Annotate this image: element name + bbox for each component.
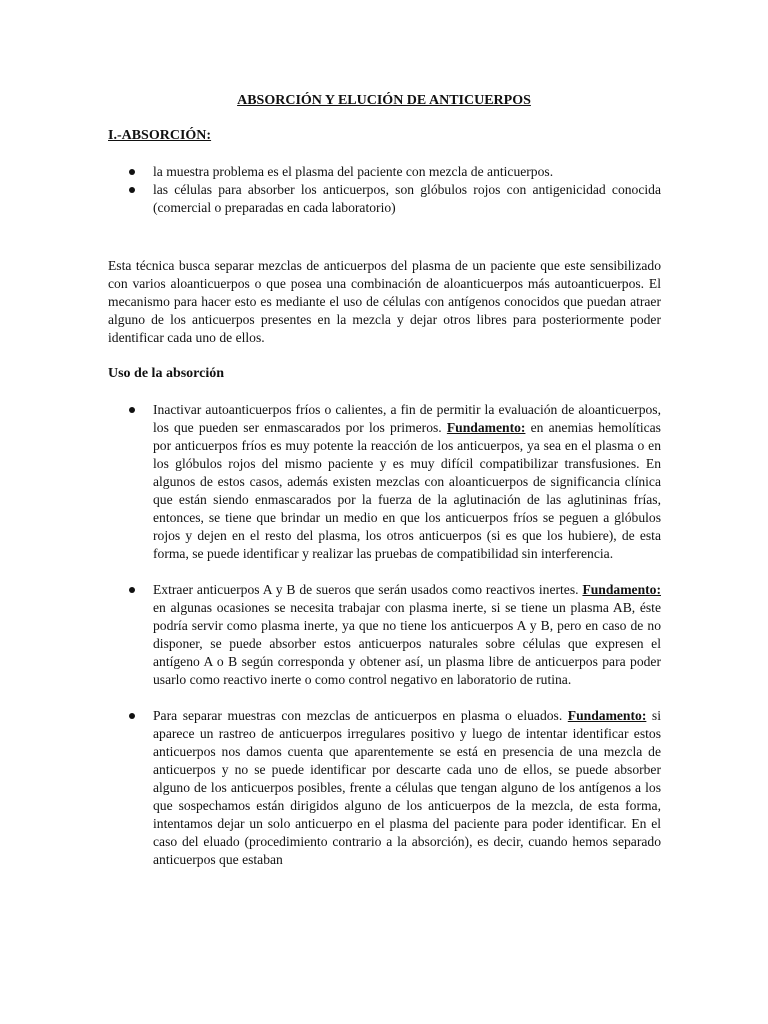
bullet-icon [129, 587, 135, 593]
list-item [108, 401, 661, 563]
uses-list [108, 401, 661, 887]
bullet-icon [129, 187, 135, 193]
use-title: Inactivar autoanticuerpos fríos o calientes, a fin de permitir la evaluación de aloanticuerpos, los que pueden ser enmascarados por los primeros. [153, 402, 661, 435]
document-title: ABSORCIÓN Y ELUCIÓN DE ANTICUERPOS [237, 93, 531, 108]
sample-bullet-list [108, 163, 661, 217]
list-item [108, 581, 661, 689]
list-item [108, 707, 661, 869]
use-title: Para separar muestras con mezclas de anticuerpos en plasma o eluados. [153, 708, 563, 723]
intro-paragraph: Esta técnica busca separar mezclas de anticuerpos del plasma de un paciente que este sensibilizado con varios aloanticuerpos o que posea una combinación de aloanticuerpos más autoanticuerpos. El mecanismo para hacer esto es mediante el uso de células con antígenos conocidos que puedan atraer alguno de los anticuerpos presentes en la mezcla y dejar otros libres para posteriormente poder identificar cada uno de ellos. [108, 258, 661, 345]
bullet-icon [129, 407, 135, 413]
fundamento-label: Fundamento: [582, 582, 661, 597]
fundamento-label: Fundamento: [567, 708, 647, 723]
fundamento-label: Fundamento: [446, 420, 526, 435]
bullet-text: la muestra problema es el plasma del paciente con mezcla de anticuerpos. [153, 164, 554, 179]
uses-heading: Uso de la absorción [108, 366, 225, 381]
bullet-text: las células para absorber los anticuerpos, son glóbulos rojos con antigenicidad conocida (comercial o preparadas en cada laboratorio) [153, 182, 661, 215]
use-title: Extraer anticuerpos A y B de sueros que serán usados como reactivos inertes. [153, 582, 579, 597]
use-fundamento: en anemias hemolíticas por anticuerpos fríos es muy potente la reacción de los anticuerpos, ya sea en el plasma o en los glóbulos rojos del mismo paciente y es muy difícil compatibilizar transfusiones. En algunos de estos casos, además existen mezclas con aloanticuerpos de significancia clínica que están siendo enmascarados por la fuerza de la aglutinación de las aglutininas frías, entonces, se tiene que brindar un medio en que los anticuerpos fríos se peguen a glóbulos rojos y dejen en el resto del plasma, los otros anticuerpos (si es que los hubiere), de esta forma, se puede identificar y realizar las pruebas de compatibilidad sin interferencia. [153, 420, 661, 561]
list-item [108, 163, 661, 181]
bullet-icon [129, 169, 135, 175]
use-fundamento: si aparece un rastreo de anticuerpos irregulares positivo y luego de intentar identificar estos anticuerpos nos damos cuenta que aparentemente se está en presencia de una mezcla de anticuerpos y no se puede identificar por descarte cada uno de ellos, se puede absorber alguno de los anticuerpos posibles, frente a células que tengan alguno de los antígenos a los que sospechamos están dirigidos alguno de los anticuerpos de la mezcla, de esta forma, intentamos dejar un solo anticuerpo en el plasma del paciente para poder identificar. En el caso del eluado (procedimiento contrario a la absorción), es decir, cuando hemos separado anticuerpos que estaban [153, 708, 661, 867]
bullet-icon [129, 713, 135, 719]
section-heading-absorcion: I.-ABSORCIÓN: [108, 128, 212, 143]
use-fundamento: en algunas ocasiones se necesita trabajar con plasma inerte, si se tiene un plasma AB, éste podría servir como plasma inerte, ya que no tiene los anticuerpos A y B, pero en caso de no disponer, se puede absorber estos anticuerpos naturales sobre células que expresen el antígeno A o B según corresponda y obtener así, un plasma libre de anticuerpos para poder usarlo como reactivo inerte o como control negativo en laboratorio de rutina. [153, 600, 661, 687]
list-item [108, 181, 661, 217]
